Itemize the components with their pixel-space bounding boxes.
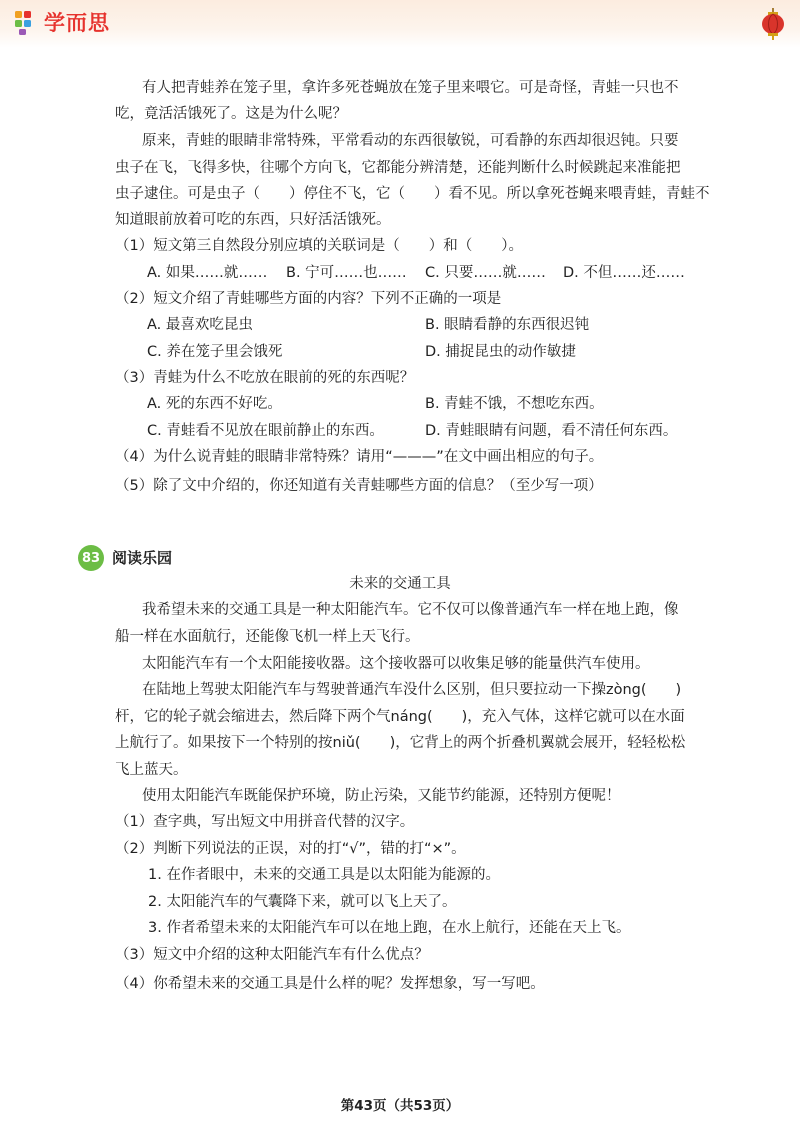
article-p3-line3: 上航行了。如果按下一个特别的按niǔ( )，它背上的两个折叠机翼就会展开，轻轻松松 xyxy=(115,735,686,751)
article-p3-line4: 飞上蓝天。 xyxy=(115,762,188,778)
q1-option-b: B. 宁可……也…… xyxy=(286,265,407,281)
question-3: （3）青蛙为什么不吃放在眼前的死的东西呢？ xyxy=(115,370,415,386)
page-header xyxy=(0,0,800,48)
article-p1-line2: 船一样在水面航行，还能像飞机一样上天飞行。 xyxy=(115,629,420,645)
article-p3-line1: 在陆地上驾驶太阳能汽车与驾驶普通汽车没什么区别，但只要拉动一下操zòng( ) xyxy=(142,682,682,698)
passage1-p2-line4: 知道眼前放着可吃的东西，只好活活饿死。 xyxy=(115,212,391,228)
question-4: （4）为什么说青蛙的眼睛非常特殊？请用“———”在文中画出相应的句子。 xyxy=(115,449,604,465)
q2-option-c: C. 养在笼子里会饿死 xyxy=(147,344,283,360)
q2-option-d: D. 捕捉昆虫的动作敏捷 xyxy=(425,344,576,360)
question-5: （5）除了文中介绍的，你还知道有关青蛙哪些方面的信息？（至少写一项） xyxy=(115,478,603,494)
q3-option-d: D. 青蛙眼睛有问题，看不清任何东西。 xyxy=(425,423,678,439)
q3-option-c: C. 青蛙看不见放在眼前静止的东西。 xyxy=(147,423,384,439)
article-p1-line1: 我希望未来的交通工具是一种太阳能汽车。它不仅可以像普通汽车一样在地上跑，像 xyxy=(142,602,679,618)
q2-item-3: 3. 作者希望未来的太阳能汽车可以在地上跑，在水上航行，还能在天上飞。 xyxy=(148,920,631,936)
q2-option-a: A. 最喜欢吃昆虫 xyxy=(147,317,253,333)
q2-item-1: 1. 在作者眼中，未来的交通工具是以太阳能为能源的。 xyxy=(148,867,500,883)
section83-question-1: （1）查字典，写出短文中用拼音代替的汉字。 xyxy=(115,814,415,830)
brand-logo-icon xyxy=(12,7,40,37)
question-1: （1）短文第三自然段分别应填的关联词是（ ）和（ ）。 xyxy=(115,238,523,254)
section83-question-2: （2）判断下列说法的正误，对的打“√”，错的打“×”。 xyxy=(115,841,466,857)
article-p2-line1: 太阳能汽车有一个太阳能接收器。这个接收器可以收集足够的能量供汽车使用。 xyxy=(142,656,650,672)
article-p4-line1: 使用太阳能汽车既能保护环境，防止污染，又能节约能源，还特别方便呢！ xyxy=(142,788,621,804)
section83-question-3: （3）短文中介绍的这种太阳能汽车有什么优点？ xyxy=(115,947,429,963)
question-2: （2）短文介绍了青蛙哪些方面的内容？下列不正确的一项是 xyxy=(115,291,502,307)
passage1-p2-line2: 虫子在飞，飞得多快，往哪个方向飞，它都能分辨清楚，还能判断什么时候跳起来准能把 xyxy=(115,160,681,176)
q2-option-b: B. 眼睛看静的东西很迟钝 xyxy=(425,317,590,333)
article-p3-line2: 杆，它的轮子就会缩进去，然后降下两个气náng( )，充入气体，这样它就可以在水面 xyxy=(115,709,685,725)
q1-option-a: A. 如果……就…… xyxy=(147,265,268,281)
section83-question-4: （4）你希望未来的交通工具是什么样的呢？发挥想象，写一写吧。 xyxy=(115,976,545,992)
passage1-p2-line1: 原来，青蛙的眼睛非常特殊，平常看动的东西很敏锐，可看静的东西却很迟钝。只要 xyxy=(142,133,679,149)
brand-logo xyxy=(12,7,110,37)
article-title: 未来的交通工具 xyxy=(349,576,451,592)
lantern-icon xyxy=(760,8,786,40)
page-number: 第43页（共53页） xyxy=(340,1098,460,1114)
passage1-p1-line2: 吃，竟活活饿死了。这是为什么呢？ xyxy=(115,106,347,122)
section-title: 阅读乐园 xyxy=(112,549,173,567)
passage1-p1-line1: 有人把青蛙养在笼子里，拿许多死苍蝇放在笼子里来喂它。可是奇怪，青蛙一只也不 xyxy=(142,80,679,96)
brand-name: 学而思 xyxy=(44,11,110,35)
q3-option-a: A. 死的东西不好吃。 xyxy=(147,396,282,412)
q1-option-d: D. 不但……还…… xyxy=(563,265,685,281)
passage1-p2-line3: 虫子逮住。可是虫子（ ）停住不飞，它（ ）看不见。所以拿死苍蝇来喂青蛙，青蛙不 xyxy=(115,186,710,202)
q1-option-c: C. 只要……就…… xyxy=(425,265,546,281)
q2-item-2: 2. 太阳能汽车的气囊降下来，就可以飞上天了。 xyxy=(148,894,457,910)
section-number-badge: 83 xyxy=(78,545,104,571)
q3-option-b: B. 青蛙不饿，不想吃东西。 xyxy=(425,396,604,412)
